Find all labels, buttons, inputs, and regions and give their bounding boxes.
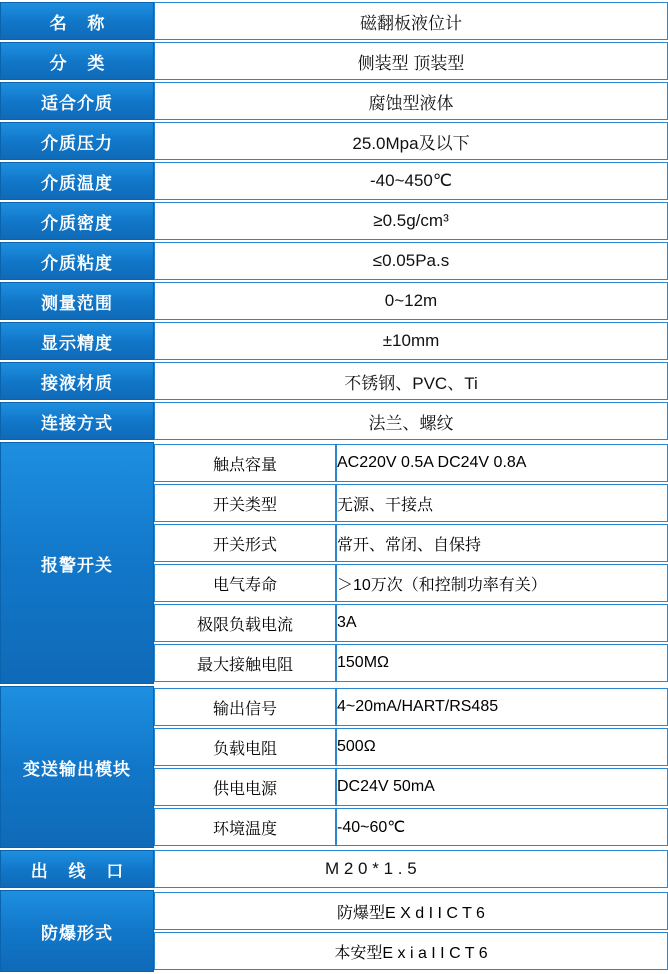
list-item xyxy=(154,564,668,602)
row-value: 侧装型 顶装型 xyxy=(154,42,668,80)
item-name: 极限负载电流 xyxy=(154,604,336,642)
item-value: 150MΩ xyxy=(336,644,668,682)
row-label: 测量范围 xyxy=(0,282,154,320)
row-label: 适合介质 xyxy=(0,82,154,120)
outlet-value: M 2 0 * 1 . 5 xyxy=(154,850,668,888)
transmitter-module-group xyxy=(0,686,668,848)
item-value: -40~60℃ xyxy=(336,808,668,846)
item-name: 环境温度 xyxy=(154,808,336,846)
row-label: 连接方式 xyxy=(0,402,154,440)
row-label: 显示精度 xyxy=(0,322,154,360)
item-value: 3A xyxy=(336,604,668,642)
table-row xyxy=(0,162,668,200)
item-name: 触点容量 xyxy=(154,444,336,482)
table-row xyxy=(0,242,668,280)
explosion-proof-items xyxy=(154,890,668,972)
outlet-label: 出 线 口 xyxy=(0,850,154,888)
table-row xyxy=(0,82,668,120)
transmitter-module-label: 变送输出模块 xyxy=(0,686,154,848)
table-row xyxy=(0,850,668,888)
item-value: 常开、常闭、自保持 xyxy=(336,524,668,562)
list-item xyxy=(154,644,668,682)
row-value: ≥0.5g/cm³ xyxy=(154,202,668,240)
item-value: 无源、干接点 xyxy=(336,484,668,522)
item-name: 开关类型 xyxy=(154,484,336,522)
row-label: 介质温度 xyxy=(0,162,154,200)
table-row xyxy=(0,402,668,440)
row-value: 磁翻板液位计 xyxy=(154,2,668,40)
row-value: 0~12m xyxy=(154,282,668,320)
table-row xyxy=(0,122,668,160)
item-name: 输出信号 xyxy=(154,688,336,726)
row-value: -40~450℃ xyxy=(154,162,668,200)
item-value: 本安型E x i a I I C T 6 xyxy=(154,932,668,970)
list-item xyxy=(154,688,668,726)
row-label: 介质粘度 xyxy=(0,242,154,280)
item-name: 最大接触电阻 xyxy=(154,644,336,682)
list-item xyxy=(154,524,668,562)
row-label: 分 类 xyxy=(0,42,154,80)
row-value: ±10mm xyxy=(154,322,668,360)
row-value: ≤0.05Pa.s xyxy=(154,242,668,280)
list-item xyxy=(154,728,668,766)
table-row xyxy=(0,202,668,240)
list-item xyxy=(154,808,668,846)
item-name: 负载电阻 xyxy=(154,728,336,766)
row-value: 25.0Mpa及以下 xyxy=(154,122,668,160)
list-item xyxy=(154,932,668,970)
list-item xyxy=(154,768,668,806)
explosion-proof-label: 防爆形式 xyxy=(0,890,154,972)
table-row xyxy=(0,282,668,320)
row-label: 接液材质 xyxy=(0,362,154,400)
alarm-switch-items xyxy=(154,442,668,684)
item-value: 4~20mA/HART/RS485 xyxy=(336,688,668,726)
item-name: 供电电源 xyxy=(154,768,336,806)
item-name: 电气寿命 xyxy=(154,564,336,602)
explosion-proof-group xyxy=(0,890,668,972)
alarm-switch-label: 报警开关 xyxy=(0,442,154,684)
list-item xyxy=(154,892,668,930)
row-label: 介质压力 xyxy=(0,122,154,160)
table-row xyxy=(0,362,668,400)
table-row xyxy=(0,322,668,360)
list-item xyxy=(154,484,668,522)
row-value: 不锈钢、PVC、Ti xyxy=(154,362,668,400)
item-value: DC24V 50mA xyxy=(336,768,668,806)
transmitter-module-items xyxy=(154,686,668,848)
row-value: 腐蚀型液体 xyxy=(154,82,668,120)
item-value: ＞10万次（和控制功率有关） xyxy=(336,564,668,602)
table-row xyxy=(0,2,668,40)
item-value: 防爆型E X d I I C T 6 xyxy=(154,892,668,930)
item-value: 500Ω xyxy=(336,728,668,766)
alarm-switch-group xyxy=(0,442,668,684)
row-value: 法兰、螺纹 xyxy=(154,402,668,440)
item-value: AC220V 0.5A DC24V 0.8A xyxy=(336,444,668,482)
table-row xyxy=(0,42,668,80)
row-label: 名 称 xyxy=(0,2,154,40)
list-item xyxy=(154,604,668,642)
item-name: 开关形式 xyxy=(154,524,336,562)
row-label: 介质密度 xyxy=(0,202,154,240)
list-item xyxy=(154,444,668,482)
